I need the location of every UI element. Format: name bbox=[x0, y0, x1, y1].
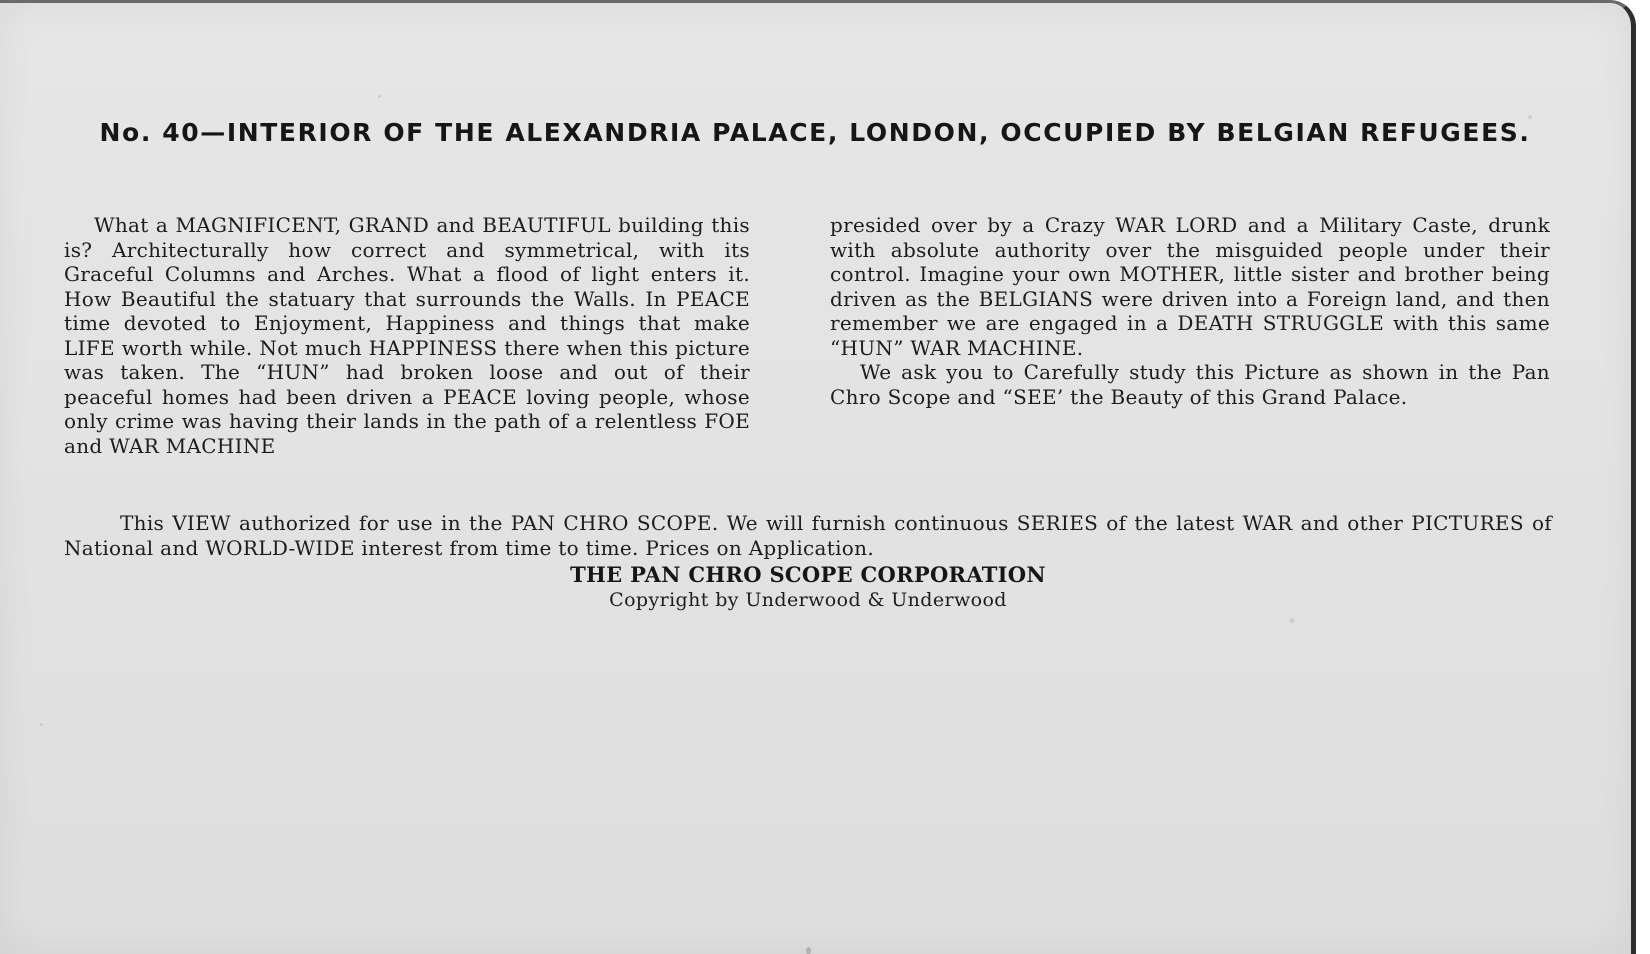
right-paragraph-study: We ask you to Carefully study this Picture as shown in the Pan Chro Scope and “SEE’ the Beauty of this Grand Palace. bbox=[830, 360, 1550, 409]
paper-speck bbox=[40, 723, 43, 726]
right-text-column bbox=[830, 213, 1550, 409]
corporation-name: THE PAN CHRO SCOPE CORPORATION bbox=[570, 562, 1046, 587]
paper-speck bbox=[806, 947, 811, 954]
paper-speck bbox=[378, 95, 381, 98]
copyright-line: Copyright by Underwood & Underwood bbox=[609, 589, 1007, 611]
card-title: No. 40—INTERIOR OF THE ALEXANDRIA PALACE, LONDON, OCCUPIED BY BELGIAN REFUGEES. bbox=[99, 118, 1531, 147]
left-paragraph: What a MAGNIFICENT, GRAND and BEAUTIFUL building this is? Architecturally how correct and symmetrical, with its Graceful Columns and Arches. What a flood of light enters it. How Beautiful the statuary that surrounds the Walls. In PEACE time devoted to Enjoyment, Happiness and things that make LIFE worth while. Not much HAPPINESS there when this picture was taken. The “HUN” had broken loose and out of their peaceful homes had been driven a PEACE loving people, whose only crime was having their lands in the path of a relentless FOE and WAR MACHINE bbox=[64, 213, 750, 458]
authorization-notice: This VIEW authorized for use in the PAN CHRO SCOPE. We will furnish continuous SERIES of the latest WAR and other PICTURES of National and WORLD-WIDE interest from time to time. Prices on Application. bbox=[64, 511, 1552, 560]
left-text-column bbox=[64, 213, 750, 458]
paper-speck bbox=[1290, 618, 1294, 623]
right-paragraph-continued: presided over by a Crazy WAR LORD and a Military Caste, drunk with absolute authority over the misguided people under their control. Imagine your own MOTHER, little sister and brother being driven as the BELGIANS were driven into a Foreign land, and then remember we are engaged in a DEATH STRUGGLE with this same “HUN” WAR MACHINE. bbox=[830, 213, 1550, 360]
